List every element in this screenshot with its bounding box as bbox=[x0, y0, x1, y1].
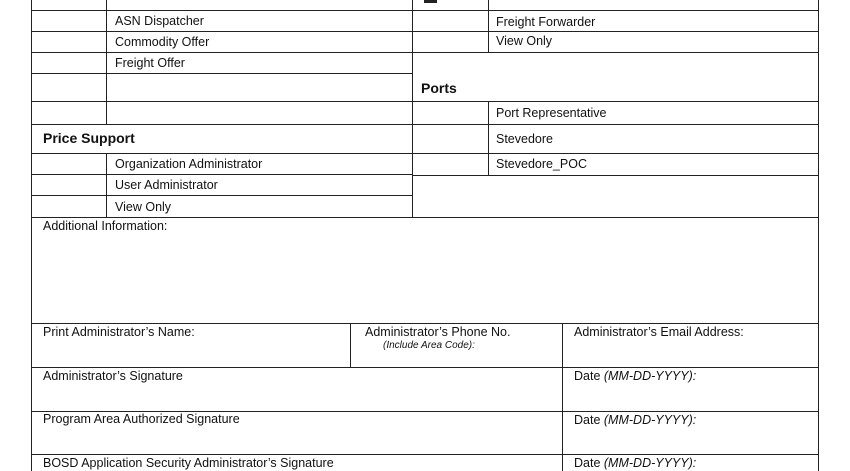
left-row-line bbox=[31, 73, 412, 74]
program-area-signature-date-label: Date (MM-DD-YYYY): bbox=[574, 413, 697, 427]
role-view-only-left: View Only bbox=[115, 200, 172, 214]
left-checkbox-column-divider-2 bbox=[106, 153, 107, 217]
cropped-heading-fragment bbox=[424, 0, 437, 3]
administrator-name-label: Print Administrator’s Name: bbox=[43, 325, 195, 339]
additional-information-label: Additional Information: bbox=[43, 219, 168, 233]
left-row-line bbox=[31, 124, 412, 125]
left-row-line bbox=[31, 174, 412, 175]
signature-row-divider bbox=[31, 454, 818, 455]
administrator-email-label: Administrator’s Email Address: bbox=[574, 325, 744, 339]
administrator-signature-date-label: Date (MM-DD-YYYY): bbox=[574, 369, 697, 383]
left-row-line bbox=[31, 101, 412, 102]
role-port-representative: Port Representative bbox=[496, 106, 607, 120]
role-asn-dispatcher: ASN Dispatcher bbox=[115, 14, 204, 28]
right-row-line bbox=[412, 153, 818, 154]
role-commodity-offer: Commodity Offer bbox=[115, 35, 210, 49]
left-row-line bbox=[31, 52, 412, 53]
center-column-divider bbox=[412, 0, 413, 217]
right-row-line bbox=[412, 175, 818, 176]
form-border-left bbox=[31, 0, 32, 471]
role-stevedore: Stevedore bbox=[496, 132, 553, 146]
left-row-line bbox=[31, 195, 412, 196]
right-row-line bbox=[412, 31, 818, 32]
role-stevedore-poc: Stevedore_POC bbox=[496, 157, 588, 171]
signature-date-divider bbox=[562, 323, 563, 471]
additional-info-bottom bbox=[31, 323, 818, 324]
right-checkbox-column-divider-2 bbox=[488, 101, 489, 175]
administrator-phone-label: Administrator’s Phone No. bbox=[365, 325, 511, 339]
bosd-security-admin-signature-label: BOSD Application Security Administrator’s Signature bbox=[43, 456, 334, 470]
administrator-signature-label: Administrator’s Signature bbox=[43, 369, 183, 383]
left-row-line bbox=[31, 153, 412, 154]
admin-info-bottom bbox=[31, 367, 818, 368]
role-freight-forwarder: Freight Forwarder bbox=[496, 15, 596, 29]
right-row-line bbox=[412, 52, 818, 53]
role-table-bottom bbox=[31, 217, 818, 218]
form-border-right bbox=[818, 0, 819, 471]
left-row-line bbox=[31, 10, 412, 11]
ports-heading: Ports bbox=[421, 80, 457, 96]
role-freight-offer: Freight Offer bbox=[115, 56, 185, 70]
phone-area-code-hint: (Include Area Code): bbox=[383, 340, 475, 351]
program-area-signature-label: Program Area Authorized Signature bbox=[43, 412, 240, 426]
left-checkbox-column-divider bbox=[106, 0, 107, 124]
right-row-line bbox=[412, 124, 818, 125]
role-view-only-right: View Only bbox=[496, 34, 553, 48]
right-row-line bbox=[412, 10, 818, 11]
right-checkbox-column-divider bbox=[488, 0, 489, 52]
right-row-line bbox=[412, 101, 818, 102]
bosd-signature-date-label: Date (MM-DD-YYYY): bbox=[574, 456, 697, 470]
role-organization-administrator: Organization Administrator bbox=[115, 157, 263, 171]
role-user-administrator: User Administrator bbox=[115, 178, 218, 192]
name-phone-divider bbox=[350, 323, 351, 367]
price-support-heading: Price Support bbox=[43, 130, 135, 146]
left-row-line bbox=[31, 31, 412, 32]
